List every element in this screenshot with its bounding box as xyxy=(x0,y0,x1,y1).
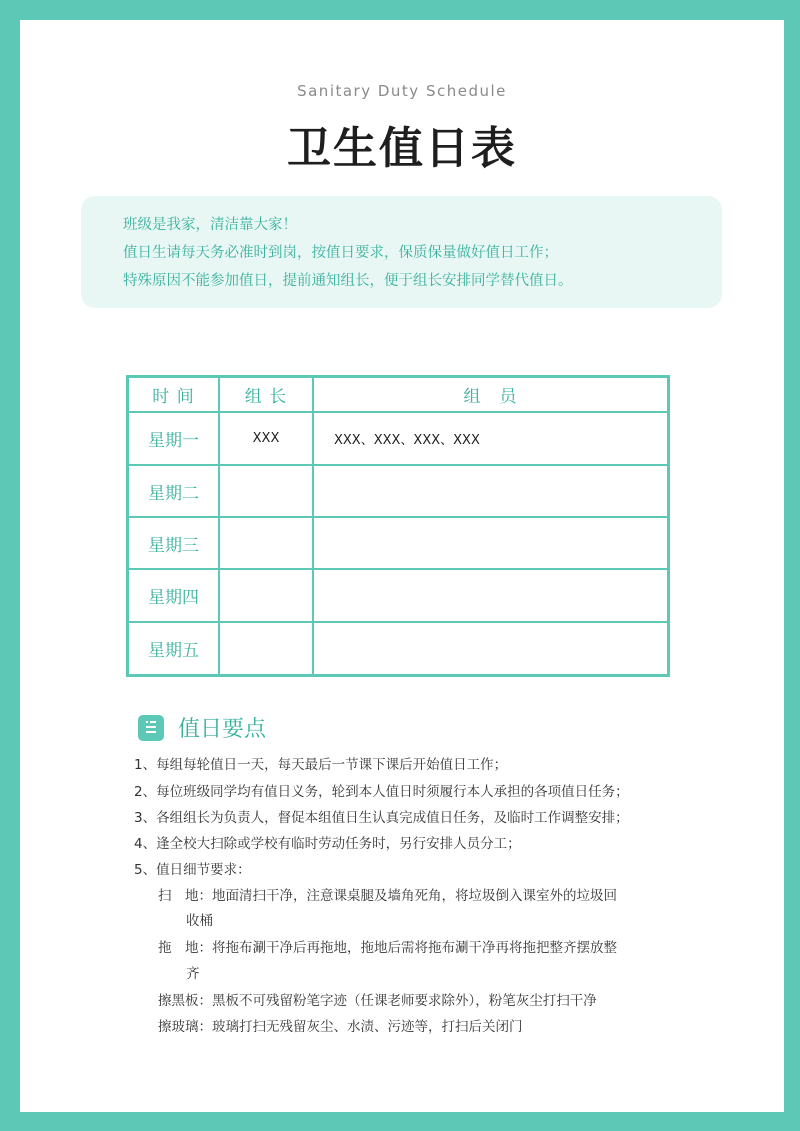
detail-item: 擦黑板：黑板不可残留粉笔字迹（任课老师要求除外），粉笔灰尘打扫干净 xyxy=(158,993,597,1009)
day-cell: 星期二 xyxy=(148,483,199,504)
notice-box xyxy=(81,196,722,308)
header-time: 时 间 xyxy=(152,387,195,407)
detail-item-continuation: 齐 xyxy=(186,966,200,982)
day-cell: 星期三 xyxy=(148,535,199,556)
detail-item: 扫 地：地面清扫干净，注意课桌腿及墙角死角，将垃圾倒入课室外的垃圾回 xyxy=(158,888,617,904)
day-cell: 星期五 xyxy=(148,641,199,661)
members-cell xyxy=(314,518,667,568)
members-cell xyxy=(314,623,667,674)
day-cell: 星期四 xyxy=(148,588,199,608)
members-cell xyxy=(314,570,667,621)
leader-cell xyxy=(220,623,312,674)
leader-cell xyxy=(220,570,312,621)
rules-section-title: 值日要点 xyxy=(178,717,267,742)
leader-cell xyxy=(220,518,312,568)
detail-item-continuation: 收桶 xyxy=(186,913,213,929)
notice-line: 特殊原因不能参加值日，提前通知组长，便于组长安排同学替代值日。 xyxy=(123,273,573,289)
rule-item: 2、每位班级同学均有值日义务，轮到本人值日时须履行本人承担的各项值日任务； xyxy=(134,784,629,800)
header-leader: 组 长 xyxy=(244,387,288,407)
page-subtitle: Sanitary Duty Schedule xyxy=(297,82,507,100)
detail-item: 擦玻璃：玻璃打扫无残留灰尘、水渍、污迹等，打扫后关闭门 xyxy=(158,1019,523,1035)
notice-line: 值日生请每天务必准时到岗，按值日要求，保质保量做好值日工作； xyxy=(123,245,558,261)
duty-schedule-table xyxy=(126,375,670,677)
header-members: 组 员 xyxy=(463,387,518,407)
members-cell: XXX、XXX、XXX、XXX xyxy=(334,433,480,448)
leader-cell xyxy=(220,466,312,516)
detail-item: 拖 地：将拖布涮干净后再拖地，拖地后需将拖布涮干净再将拖把整齐摆放整 xyxy=(158,940,617,956)
members-cell xyxy=(314,466,667,516)
rule-item: 5、值日细节要求： xyxy=(134,862,251,878)
rule-item: 4、逢全校大扫除或学校有临时劳动任务时，另行安排人员分工； xyxy=(134,836,521,852)
day-cell: 星期一 xyxy=(148,431,199,451)
page-title: 卫生值日表 xyxy=(287,123,517,174)
leader-cell: XXX xyxy=(252,431,280,446)
clipboard-list-icon xyxy=(138,715,164,741)
rule-item: 1、每组每轮值日一天，每天最后一节课下课后开始值日工作； xyxy=(134,757,508,773)
notice-line: 班级是我家，清洁靠大家！ xyxy=(123,217,297,233)
document-page xyxy=(20,20,784,1112)
rule-item: 3、各组组长为负责人，督促本组值日生认真完成值日任务，及临时工作调整安排； xyxy=(134,810,629,826)
